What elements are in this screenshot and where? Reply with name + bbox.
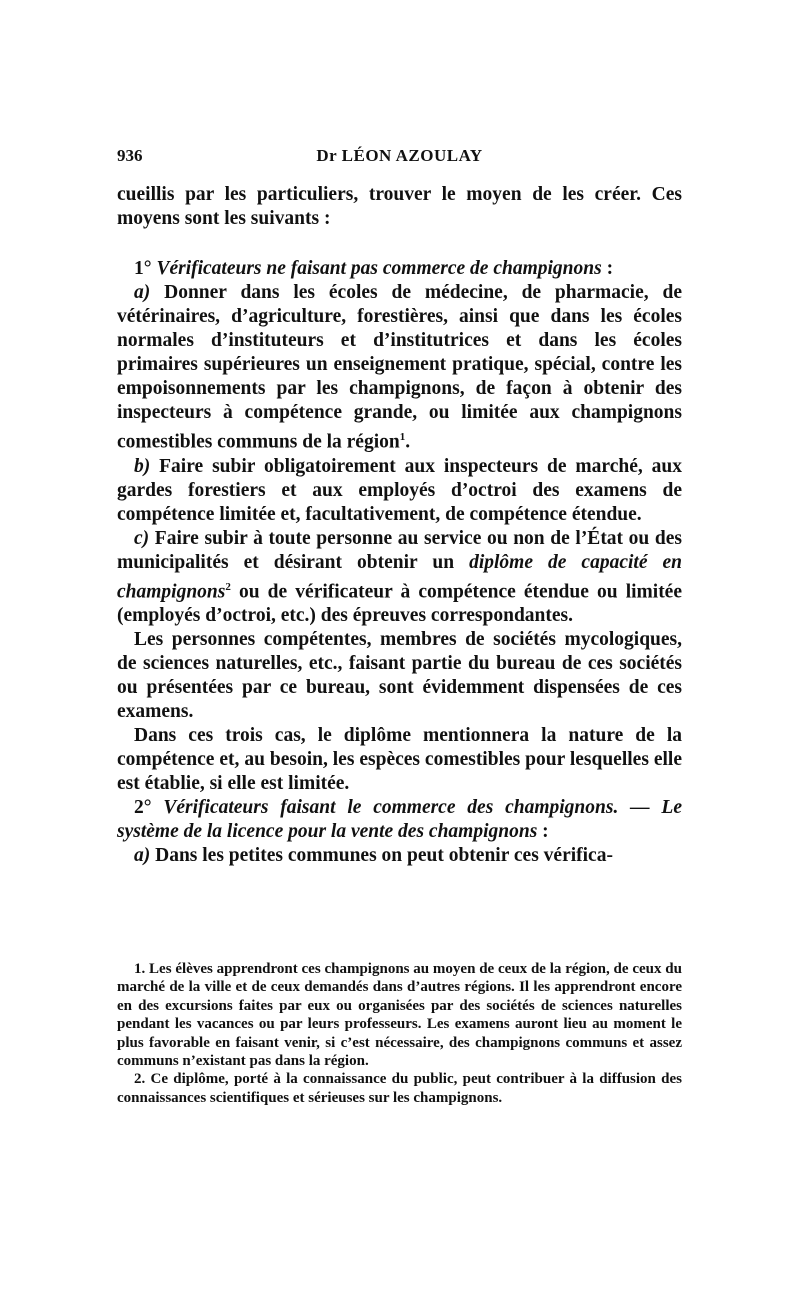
footnote-number: 1. bbox=[134, 961, 146, 977]
paragraph-a2: a) Dans les petites communes on peut obtenir ces vérifica- bbox=[134, 845, 613, 866]
footnote-ref-2: 2 bbox=[225, 580, 231, 593]
footnote-1: 1. Les élèves apprendront ces champignons au moyen de ceux de la région, de ceux du marché de la ville et de ceux demandés dans d’autres régions. Il les apprendront encore en des excursions faites par eux ou organisées par des sociétés de sciences naturelles pendant les vacances ou par leurs professeurs. Les examens auront lieu au moment le plus favorable en faisant venir, si c’est nécessaire, des champignons communs et assez communs n’existant pas dans la région. bbox=[117, 961, 682, 1070]
section-title: Vérificateurs faisant le commerce des champignons. — Le système de la licence pour la vente des champignons bbox=[117, 797, 683, 842]
page-number: 936 bbox=[117, 146, 143, 165]
paragraph-b1: b) Faire subir obligatoirement aux inspecteurs de marché, aux gardes forestiers et aux employés d’octroi des examens de compétence limitée et, facultativement, de compétence étendue. bbox=[117, 455, 682, 525]
section-heading-1: 1° Vérificateurs ne faisant pas commerce de champignons : bbox=[134, 258, 614, 279]
paragraph-personnes: Les personnes compétentes, membres de sociétés mycologiques, de sciences naturelles, etc., faisant partie du bureau de ces sociétés ou présentées par ce bureau, sont évidemment dispensées de ces examens. bbox=[117, 629, 682, 722]
footnote-2: 2. Ce diplôme, porté à la connaissance du public, peut contribuer à la diffusion des connaissances scientifiques et sérieuses sur les champignons. bbox=[117, 1071, 682, 1106]
paragraph-c1: c) Faire subir à toute personne au service ou non de l’État ou des municipalités et désirant obtenir un diplôme de capacité en champignons$^2$ ou de vérificateur à compétence étendue ou limitée (employés d’octroi, etc.) des épreuves correspondantes. bbox=[117, 527, 682, 626]
footnote-number: 2. bbox=[134, 1071, 146, 1088]
item-letter: a) bbox=[134, 845, 151, 866]
main-text bbox=[117, 183, 682, 868]
running-head: Dr LÉON AZOULAY bbox=[316, 146, 483, 165]
paragraph-continuation: cueillis par les particuliers, trouver le moyen de les créer. Ces moyens sont les suivants : bbox=[117, 184, 682, 229]
paragraph-trois-cas: Dans ces trois cas, le diplôme mentionnera la nature de la compétence et, au besoin, les espèces comestibles pour lesquelles elle est établie, si elle est limitée. bbox=[117, 725, 682, 794]
section-number: 2° bbox=[134, 797, 152, 818]
section-heading-2: 2° Vérificateurs faisant le commerce des champignons. — Le système de la licence pour la vente des champignons : bbox=[117, 797, 683, 842]
footnotes bbox=[117, 960, 682, 1107]
paragraph-a1: a) Donner dans les écoles de médecine, de pharmacie, de vétérinaires, d’agriculture, forestières, ainsi que dans les écoles normales d’instituteurs et d’institutrices et dans les écoles primaires supérieures un enseignement pratique, spécial, contre les empoisonnements par les champignons, de façon à obtenir des inspecteurs à compétence grande, ou limitée aux champignons comestibles communs de la région$^1$. bbox=[117, 282, 682, 453]
page-header bbox=[117, 146, 682, 168]
section-number: 1° bbox=[134, 258, 152, 279]
item-letter: b) bbox=[134, 455, 151, 477]
footnote-ref-1: 1 bbox=[399, 431, 406, 443]
section-title: Vérificateurs ne faisant pas commerce de champignons bbox=[156, 258, 602, 279]
item-letter: c) bbox=[134, 527, 150, 549]
item-letter: a) bbox=[134, 282, 151, 303]
diploma-term: diplôme de capacité en champignons bbox=[117, 551, 682, 602]
